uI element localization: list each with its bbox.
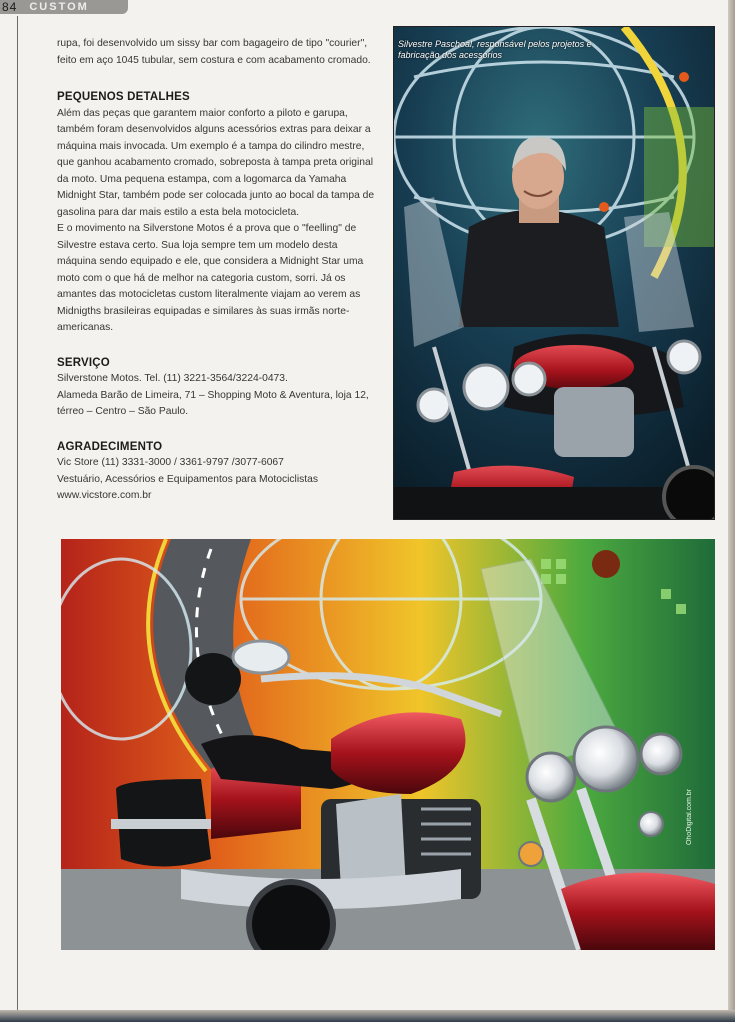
thanks-phone: Vic Store (11) 3331-3000 / 3361-9797 /3077-6067 bbox=[57, 457, 284, 468]
article-column bbox=[57, 36, 377, 505]
photo-illustration bbox=[394, 27, 714, 519]
margin-rule bbox=[17, 16, 18, 1010]
photo-motorcycle-full bbox=[61, 539, 715, 950]
service-phone: Silverstone Motos. Tel. (11) 3221-3564/3224-0473. bbox=[57, 373, 288, 384]
service-address: Alameda Barão de Limeira, 71 – Shopping Moto & Aventura, loja 12, térreo – Centro – São Paulo. bbox=[57, 389, 369, 417]
details-paragraph-1: Além das peças que garantem maior conforto a piloto e garupa, também foram desenvolvidos alguns acessórios extras para deixar a máquina mais invocada. Um exemplo é a tampa do cilindro mestre, que ganhou acabamento cromado, sobreposta à tampa preta original da moto. Uma pequena estampa, com a logomarca da Yamaha Midnight Star, também pode ser colocada junto ao bocal da tampa de gasolina para dar mais estilo a esta bela motocicleta. bbox=[57, 107, 375, 218]
page-bottom-edge bbox=[0, 1010, 735, 1022]
thanks-website: www.vicstore.com.br bbox=[57, 490, 152, 501]
details-paragraph-2: E o movimento na Silverstone Motos é a prova que o "feelling" de Silvestre estava certo. Sua loja sempre tem um modelo desta máquina sendo equipado e ele, que considera a Midnight Star uma moto com o que há de melhor na categoria custom, sorri. Já os amantes das motocicletas custom literalmente viajam ao verem as Midnigths brasileiras equipadas e similares às suas irmãs norte-americanas. bbox=[57, 223, 364, 333]
thanks-heading: AGRADECIMENTO bbox=[57, 440, 163, 453]
service-heading: SERVIÇO bbox=[57, 356, 110, 369]
motorcycle-illustration bbox=[61, 539, 715, 950]
photo-credit: OhoDigital.com.br bbox=[686, 789, 693, 846]
photo-caption: Silvestre Paschoal, responsável pelos projetos e fabricação dos acessórios bbox=[398, 39, 592, 60]
intro-paragraph: rupa, foi desenvolvido um sissy bar com bagageiro de tipo "courier", feito em aço 1045 tubular, sem costura e com acabamento cromado. bbox=[57, 38, 371, 66]
page-number: 84 bbox=[2, 0, 18, 14]
photo-silvestre-with-motorcycle bbox=[393, 26, 715, 520]
page-edge bbox=[728, 0, 735, 1022]
section-title: CUSTOM bbox=[29, 1, 89, 13]
details-heading: PEQUENOS DETALHES bbox=[57, 91, 190, 103]
page-header-tab bbox=[0, 0, 128, 14]
thanks-description: Vestuário, Acessórios e Equipamentos para Motociclistas bbox=[57, 473, 318, 485]
